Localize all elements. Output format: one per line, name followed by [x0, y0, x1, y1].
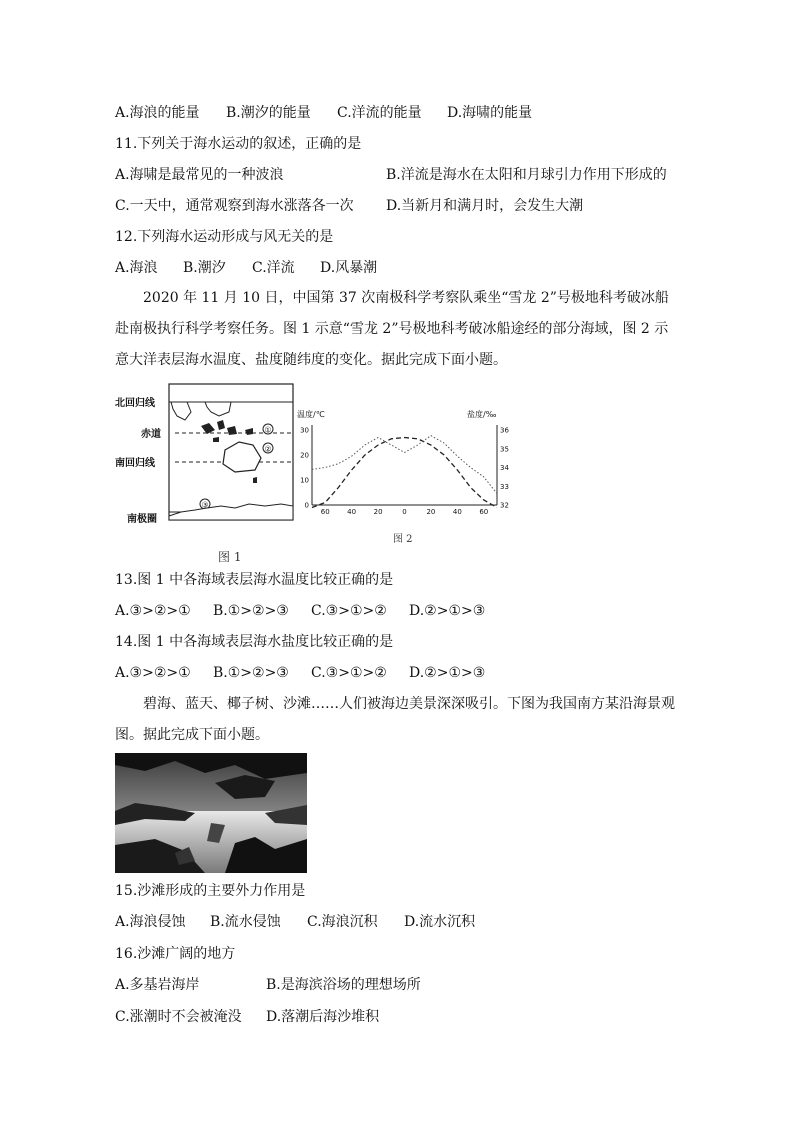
latitude-tick-label: 40 — [347, 508, 357, 516]
q11-stem: 11.下列关于海水运动的叙述，正确的是 — [115, 136, 362, 152]
passage-1: 2020 年 11 月 10 日，中国第 37 次南极科学考察队乘坐“雪龙 2”号极地科考破冰船赴南极执行科学考察任务。图 1 示意“雪龙 2”号极地科考破冰船途经的部分海域，图 2 示意大洋表层海水温度、盐度随纬度的变化。据此完成下面小题。 — [115, 290, 669, 368]
q14-option-b: B.①>②>③ — [213, 665, 289, 681]
q16-option-c: C.涨潮时不会被淹没 — [115, 1009, 242, 1025]
q15-option-a: A.海浪侵蚀 — [115, 914, 186, 930]
q11-option-c: C.一天中，通常观察到海水涨落各一次 — [115, 198, 354, 214]
q13-option-b: B.①>②>③ — [213, 603, 289, 619]
figure-1-map — [115, 382, 297, 534]
q12-option-b: B.潮汐 — [183, 260, 226, 276]
q13-stem: 13.图 1 中各海域表层海水温度比较正确的是 — [115, 572, 394, 588]
q15-option-b: B.流水侵蚀 — [210, 914, 281, 930]
latitude-tick-label: 60 — [320, 508, 330, 516]
q11-option-d: D.当新月和满月时，会发生大潮 — [386, 198, 584, 214]
latitude-tick-label: 20 — [426, 508, 436, 516]
q14-option-c: C.③>①>② — [311, 665, 387, 681]
salinity-tick-label: 36 — [500, 426, 509, 435]
temperature-tick-label: 0 — [304, 501, 309, 510]
coastal-landscape-photo — [115, 753, 307, 873]
figure-2-chart — [297, 405, 519, 517]
q12-option-d: D.风暴潮 — [320, 260, 378, 276]
q16-stem: 16.沙滩广阔的地方 — [115, 946, 236, 962]
q13-option-c: C.③>①>② — [311, 603, 387, 619]
q10-option-b: B.潮汐的能量 — [226, 105, 311, 121]
figure-2-caption: 图 2 — [393, 534, 413, 545]
q14-stem: 14.图 1 中各海域表层海水盐度比较正确的是 — [115, 634, 394, 650]
lat-label-tropic-cancer: 北回归线 — [115, 398, 155, 409]
q12-option-c: C.洋流 — [252, 260, 295, 276]
salinity-tick-label: 34 — [500, 464, 509, 472]
q13-option-a: A.③>②>① — [115, 603, 191, 619]
q14-option-a: A.③>②>① — [115, 665, 191, 681]
map-marker-1: ① — [264, 425, 272, 435]
passage-2: 碧海、蓝天、椰子树、沙滩……人们被海边美景深深吸引。下图为我国南方某沿海景观图。据此完成下面小题。 — [115, 696, 675, 743]
q15-option-d: D.流水沉积 — [404, 914, 476, 930]
q11-option-b: B.洋流是海水在太阳和月球引力作用下形成的 — [386, 167, 667, 183]
q10-option-c: C.洋流的能量 — [337, 105, 422, 121]
temperature-tick-label: 30 — [300, 426, 309, 435]
lat-label-equator: 赤道 — [141, 429, 161, 440]
temperature-tick-label: 20 — [300, 451, 309, 460]
q15-option-c: C.海浪沉积 — [307, 914, 378, 930]
figure-1-caption: 图 1 — [218, 550, 242, 564]
temperature-tick-label: 10 — [300, 476, 309, 485]
salinity-tick-label: 35 — [500, 445, 509, 454]
q12-option-a: A.海浪 — [115, 260, 158, 276]
temperature-axis-label: 温度/℃ — [297, 410, 325, 419]
q16-option-d: D.落潮后海沙堆积 — [266, 1009, 380, 1025]
map-marker-3: ③ — [201, 500, 209, 510]
salinity-tick-label: 33 — [500, 482, 509, 491]
lat-label-antarctic-circle: 南极圈 — [127, 514, 157, 525]
q10-option-d: D.海啸的能量 — [447, 105, 533, 121]
map-marker-2: ② — [264, 444, 272, 454]
salinity-axis-label: 盐度/‰ — [467, 410, 497, 419]
q16-option-a: A.多基岩海岸 — [115, 977, 200, 993]
latitude-tick-label: 0 — [402, 508, 407, 516]
temperature-curve — [312, 438, 497, 508]
q13-option-d: D.②>①>③ — [409, 603, 486, 619]
q14-option-d: D.②>①>③ — [409, 665, 486, 681]
q15-stem: 15.沙滩形成的主要外力作用是 — [115, 883, 306, 899]
latitude-tick-label: 20 — [373, 508, 383, 516]
latitude-tick-label: 60 — [479, 508, 489, 516]
lat-label-tropic-capricorn: 南回归线 — [115, 458, 155, 469]
q12-stem: 12.下列海水运动形成与风无关的是 — [115, 229, 334, 245]
salinity-tick-label: 32 — [500, 501, 509, 510]
q16-option-b: B.是海滨浴场的理想场所 — [266, 977, 421, 993]
q10-option-a: A.海浪的能量 — [115, 105, 200, 121]
latitude-tick-label: 40 — [452, 508, 462, 516]
q11-option-a: A.海啸是最常见的一种波浪 — [115, 167, 284, 183]
